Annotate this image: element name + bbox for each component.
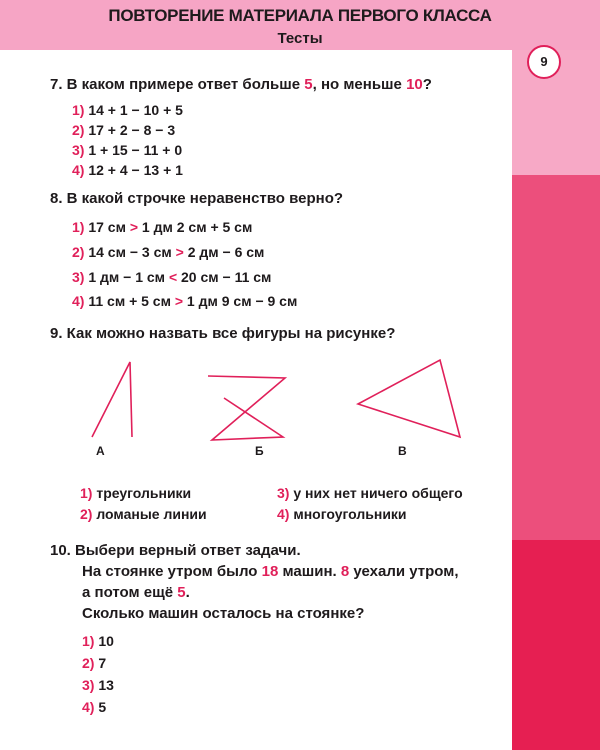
q10-option-4[interactable]: 4) 5 (82, 699, 107, 715)
q8-option-4[interactable]: 4) 11 см + 5 см > 1 дм 9 см − 9 см (72, 293, 298, 309)
figure-c-triangle (358, 360, 460, 437)
q10-problem-line-1: На стоянке утром было 18 машин. 8 уехали утром, (82, 563, 459, 580)
q7-option-3[interactable]: 3) 1 + 15 − 11 + 0 (72, 142, 183, 158)
figure-label-b: Б (255, 444, 264, 458)
question-10: 10. Выбери верный ответ задачи. (50, 542, 301, 559)
q8-option-1[interactable]: 1) 17 см > 1 дм 2 см + 5 см (72, 219, 253, 235)
figure-b-polyline (208, 376, 285, 440)
q9-option-3[interactable]: 3) у них нет ничего общего (277, 485, 463, 501)
page-number-badge: 9 (527, 45, 561, 79)
page-subtitle: Тесты (277, 30, 323, 47)
q10-problem-line-2: а потом ещё 5. (82, 584, 190, 601)
question-9: 9. Как можно назвать все фигуры на рисунке? (50, 325, 396, 342)
q10-option-3[interactable]: 3) 13 (82, 677, 114, 693)
q10-problem-line-3: Сколько машин осталось на стоянке? (82, 605, 365, 622)
question-7: 7. В каком примере ответ больше 5, но меньше 10? (50, 76, 432, 93)
q7-option-2[interactable]: 2) 17 + 2 − 8 − 3 (72, 122, 176, 138)
page-title: ПОВТОРЕНИЕ МАТЕРИАЛА ПЕРВОГО КЛАССА (108, 6, 492, 25)
figure-label-a: А (96, 444, 105, 458)
q9-option-2[interactable]: 2) ломаные линии (80, 506, 207, 522)
question-8: 8. В какой строчке неравенство верно? (50, 190, 344, 207)
q8-option-2[interactable]: 2) 14 см − 3 см > 2 дм − 6 см (72, 244, 265, 260)
q8-option-3[interactable]: 3) 1 дм − 1 см < 20 см − 11 см (72, 269, 272, 285)
q7-option-1[interactable]: 1) 14 + 1 − 10 + 5 (72, 102, 183, 118)
q9-option-1[interactable]: 1) треугольники (80, 485, 192, 501)
q10-option-2[interactable]: 2) 7 (82, 655, 107, 671)
q10-option-1[interactable]: 1) 10 (82, 633, 114, 649)
figure-a-polyline (92, 362, 132, 437)
q7-option-4[interactable]: 4) 12 + 4 − 13 + 1 (72, 162, 183, 178)
figure-label-v: В (398, 444, 407, 458)
q9-option-4[interactable]: 4) многоугольники (277, 506, 407, 522)
